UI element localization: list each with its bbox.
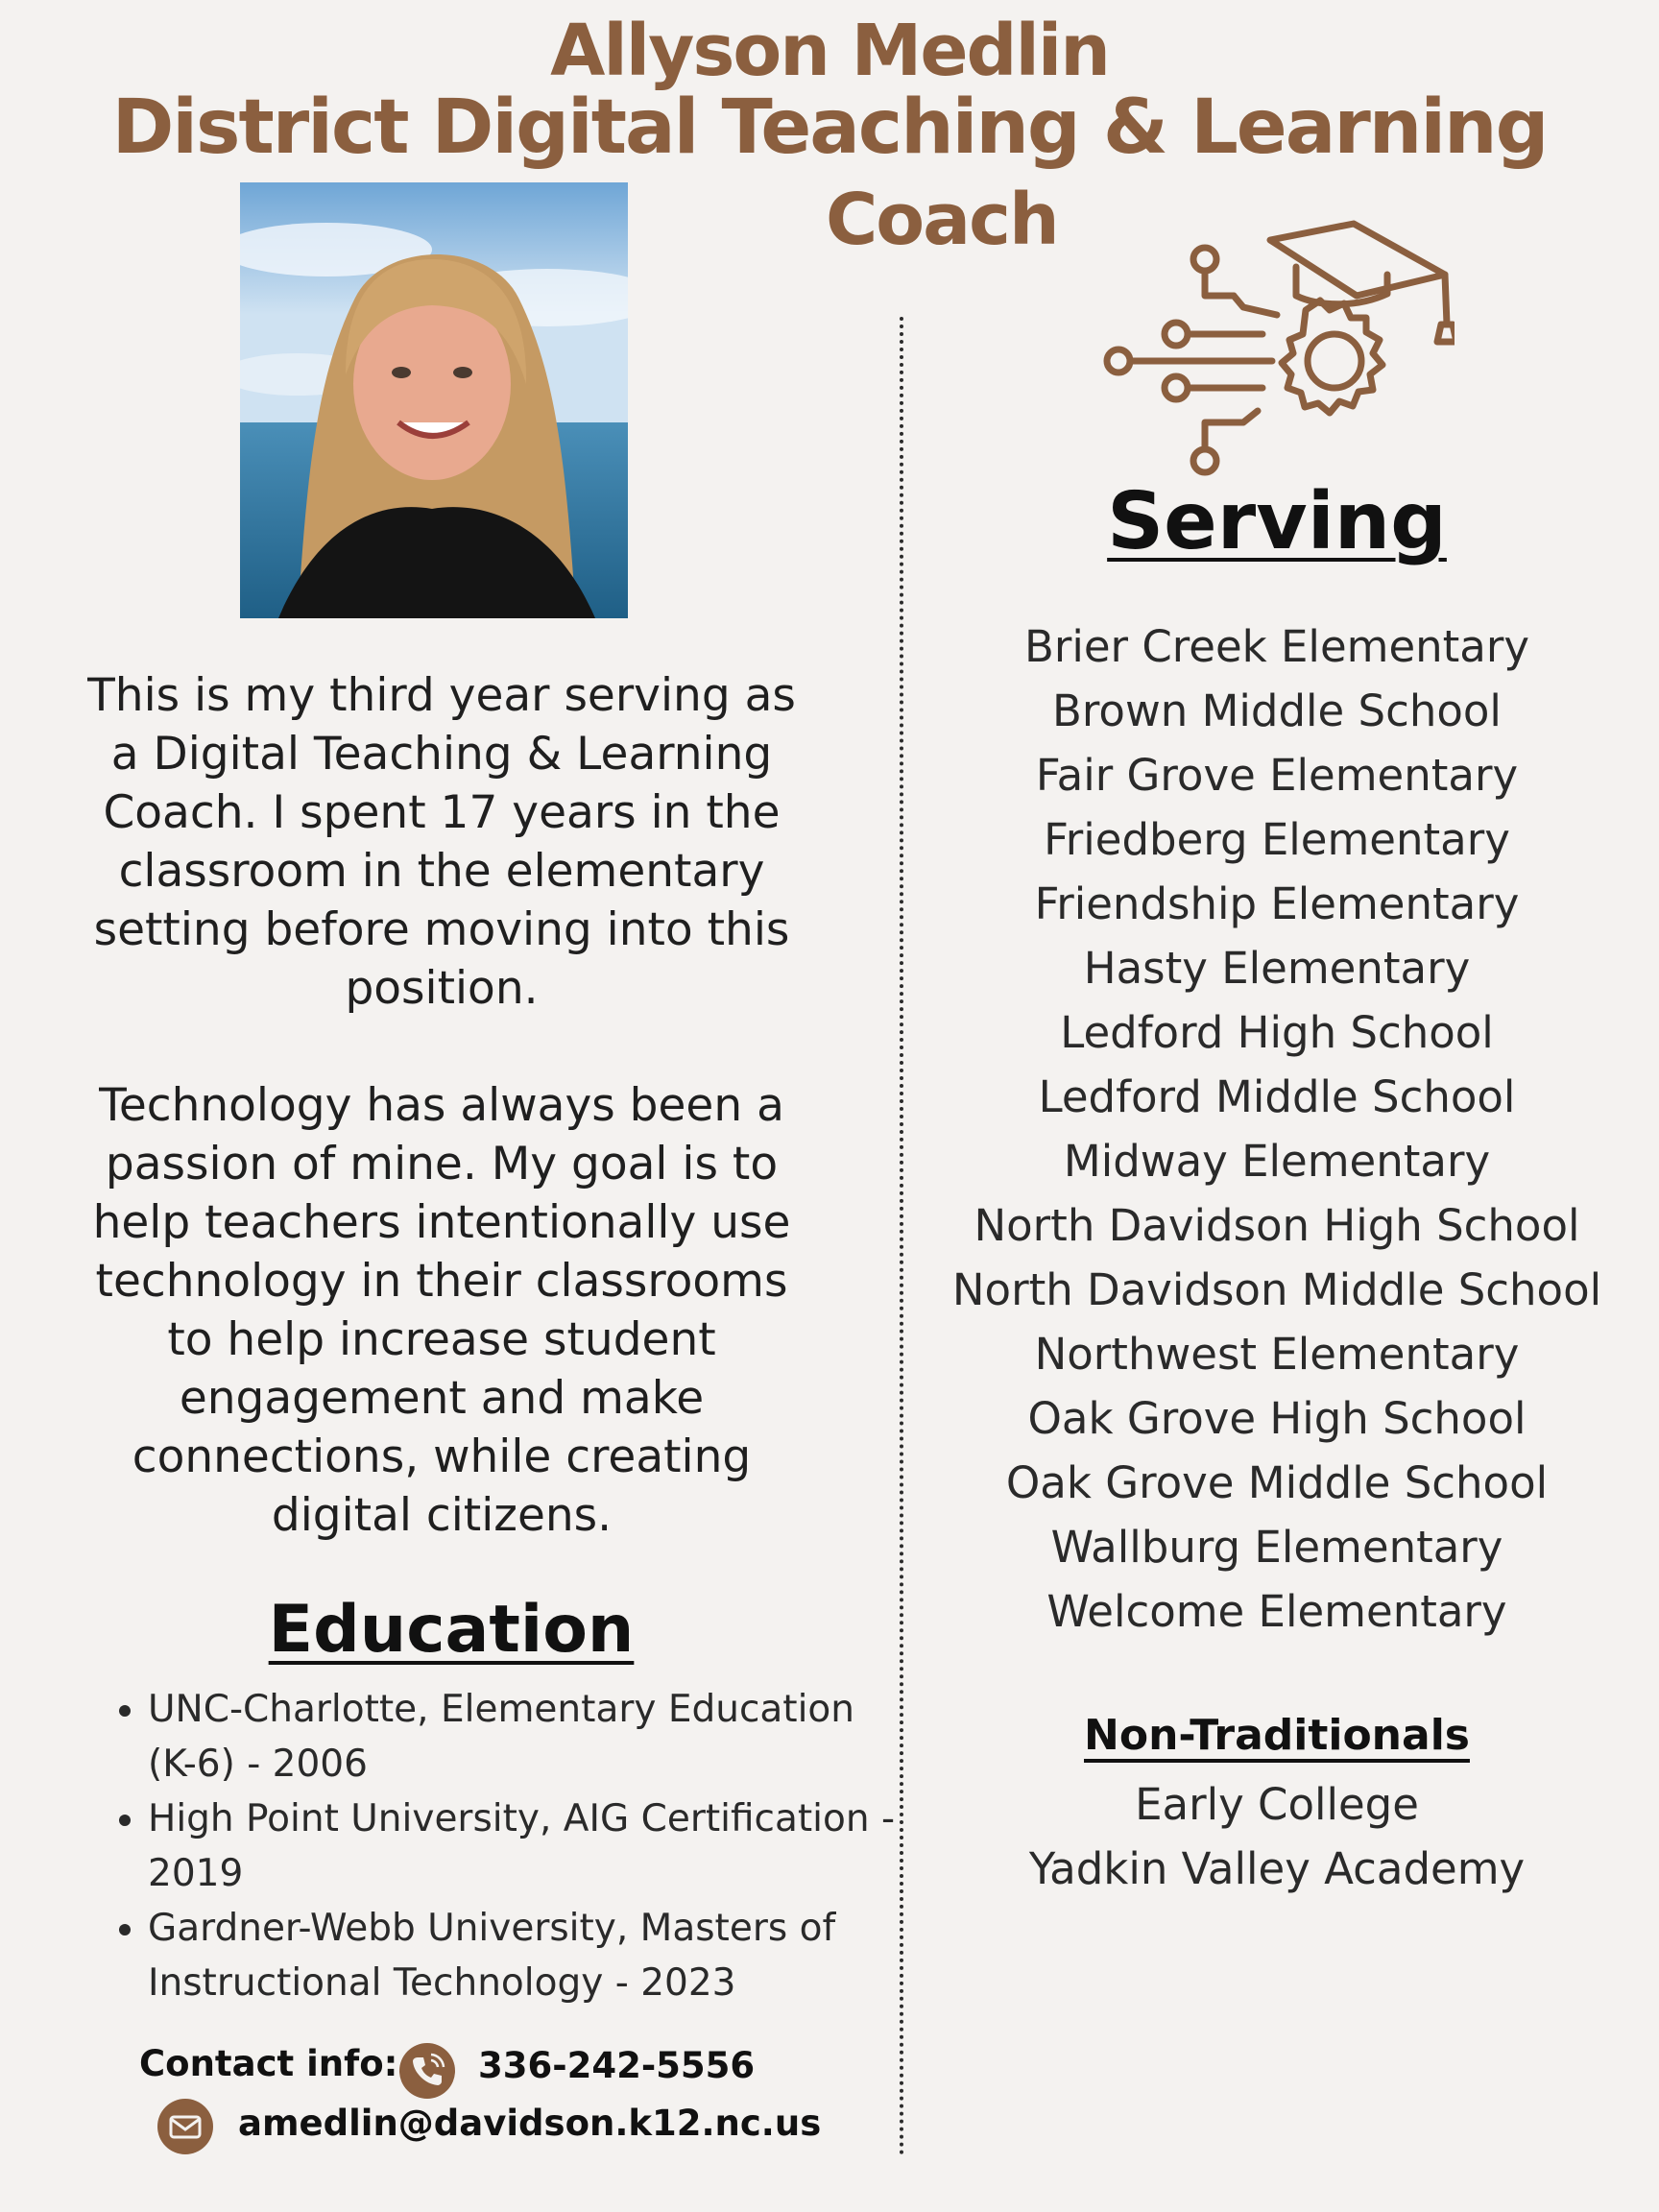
serving-heading: Serving xyxy=(1107,476,1447,567)
school-item: Northwest Elementary xyxy=(1034,1329,1520,1380)
graduation-cap-gear-circuit-icon xyxy=(1099,219,1455,478)
bio-paragraph-2: Technology has always been a passion of mine. My goal is to help teachers intentionally use technology in their classrooms to help increase student engagement and make connections, while creating digital citizens. xyxy=(92,1079,791,1542)
contact-email[interactable]: amedlin@davidson.k12.nc.us xyxy=(238,2103,822,2144)
education-list xyxy=(106,1682,906,2010)
school-item: Ledford Middle School xyxy=(1038,1071,1516,1122)
school-item: Brown Middle School xyxy=(1052,685,1502,736)
school-item: Friedberg Elementary xyxy=(1044,814,1510,865)
school-item: Wallburg Elementary xyxy=(1050,1522,1503,1573)
envelope-icon xyxy=(157,2099,213,2154)
education-item: • UNC-Charlotte, Elementary Education (K-6) - 2006 xyxy=(148,1682,906,1791)
education-heading: Education xyxy=(268,1592,635,1668)
portrait-image xyxy=(240,182,628,618)
school-item: Welcome Elementary xyxy=(1046,1586,1507,1637)
school-item: Friendship Elementary xyxy=(1034,878,1520,929)
non-traditional-item: Yadkin Valley Academy xyxy=(1028,1843,1526,1894)
non-traditionals-heading: Non-Traditionals xyxy=(1084,1711,1470,1760)
school-item: Midway Elementary xyxy=(1063,1136,1491,1187)
non-traditionals-list xyxy=(950,1772,1603,1901)
page-title-role-continued: Coach xyxy=(826,179,1058,261)
education-item: • Gardner-Webb University, Masters of Instructional Technology - 2023 xyxy=(148,1901,906,2010)
contact-phone[interactable]: 336-242-5556 xyxy=(478,2045,756,2086)
non-traditional-item: Early College xyxy=(1135,1779,1419,1830)
portrait-photo xyxy=(240,182,628,618)
school-item: North Davidson Middle School xyxy=(951,1264,1602,1315)
phone-icon xyxy=(399,2043,455,2099)
bio-paragraph-1: This is my third year serving as a Digital Teaching & Learning Coach. I spent 17 years in the classroom in the elementary setting before moving into this position. xyxy=(87,669,796,1015)
schools-list xyxy=(950,614,1603,1644)
column-divider xyxy=(900,317,903,2156)
school-item: North Davidson High School xyxy=(974,1200,1580,1251)
school-item: Fair Grove Elementary xyxy=(1035,750,1519,801)
school-item: Oak Grove High School xyxy=(1027,1393,1527,1444)
page-title-role: District Digital Teaching & Learning xyxy=(111,84,1548,171)
school-item: Ledford High School xyxy=(1060,1007,1494,1058)
school-item: Oak Grove Middle School xyxy=(1005,1457,1549,1508)
school-item: Brier Creek Elementary xyxy=(1023,621,1530,672)
school-item: Hasty Elementary xyxy=(1083,943,1471,994)
page-title-name: Allyson Medlin xyxy=(550,10,1109,92)
contact-label: Contact info: xyxy=(139,2043,398,2084)
education-item: • High Point University, AIG Certification - 2019 xyxy=(148,1791,906,1901)
